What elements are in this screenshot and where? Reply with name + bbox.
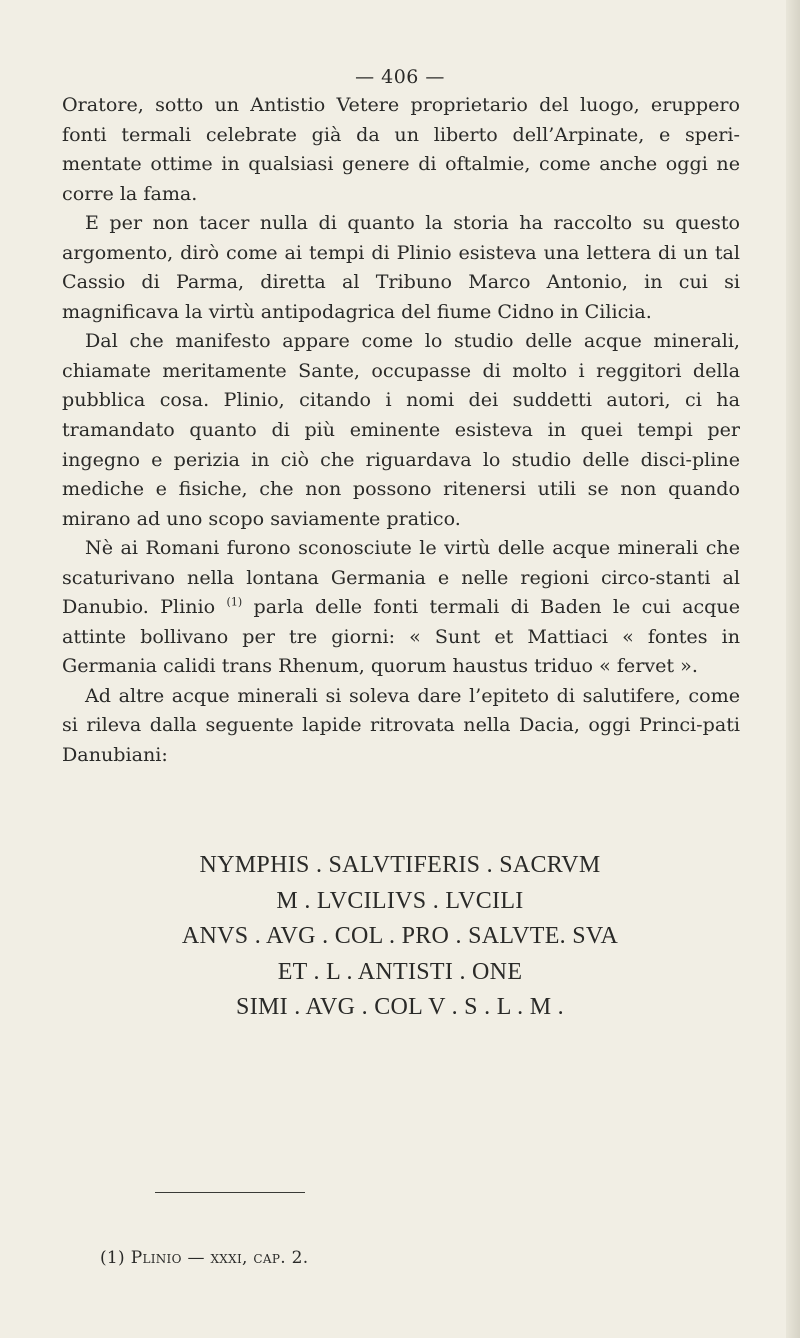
footnote-marker: (1): [100, 1248, 125, 1268]
page-edge-shadow: [786, 0, 800, 1338]
inscription-line: M . LVCILIVS . LVCILI: [276, 887, 524, 914]
paragraph-4-text-b: parla delle fonti termali di Baden le cui acque attinte bollivano per tre giorni: « Sunt et Mattiaci « fontes in Germania calidi trans Rhenum, quorum haustus triduo « fervet ».: [62, 595, 740, 678]
footnote-author: Plinio: [130, 1248, 182, 1268]
inscription-line: SIMI . AVG . COL V . S . L . M .: [236, 994, 564, 1020]
paragraph-4: [62, 533, 740, 681]
paragraph-5: Ad altre acque minerali si soleva dare l’epiteto di salutifere, come si rileva dalla seguente lapide ritrovata nella Dacia, oggi Princi-pati Danubiani:: [62, 683, 740, 767]
paragraph-3: Dal che manifesto appare come lo studio delle acque minerali, chiamate meritamente Sante, occupasse di molto i reggitori della pubblica cosa. Plinio, citando i nomi dei suddetti autori, ci ha tramandato quanto di più eminente esisteva in quei tempi per ingegno e perizia in ciò che riguardava lo studio delle disci-pline mediche e fisiche, che non possono ritenersi utili se non quando mirano ad uno scopo saviamente pratico.: [62, 329, 740, 530]
page-number: — 406 —: [355, 66, 445, 88]
paragraph-1: Oratore, sotto un Antistio Vetere proprietario del luogo, eruppero fonti termali celebrate già da un liberto dell’Arpinate, e speri-mentate ottime in qualsiasi genere di oftalmie, come anche oggi ne corre la fama.: [62, 93, 740, 205]
body-text: [62, 90, 740, 770]
footnote-reference[interactable]: (1): [226, 595, 243, 609]
latin-inscription: [60, 848, 740, 1026]
paragraph-2: E per non tacer nulla di quanto la storia ha raccolto su questo argomento, dirò come ai tempi di Plinio esisteva una lettera di un tal Cassio di Parma, diretta al Tribuno Marco Antonio, in cui si magnificava la virtù antipodagrica del fiume Cidno in Cilicia.: [62, 211, 740, 323]
footnote-citation: — xxxi, cap. 2.: [181, 1248, 309, 1268]
footnote-divider: [155, 1192, 305, 1193]
footnote: [100, 1248, 308, 1268]
inscription-line: NYMPHIS . SALVTIFERIS . SACRVM: [199, 852, 601, 878]
paragraph-4-text-a: Nè ai Romani furono sconosciute le virtù delle acque minerali che scaturivano nella lontana Germania e nelle regioni circo-stanti al Danubio. Plinio: [62, 536, 740, 619]
inscription-line: ANVS . AVG . COL . PRO . SALVTE. SVA: [181, 923, 619, 949]
inscription-line: ET . L . ANTISTI . ONE: [277, 958, 523, 985]
